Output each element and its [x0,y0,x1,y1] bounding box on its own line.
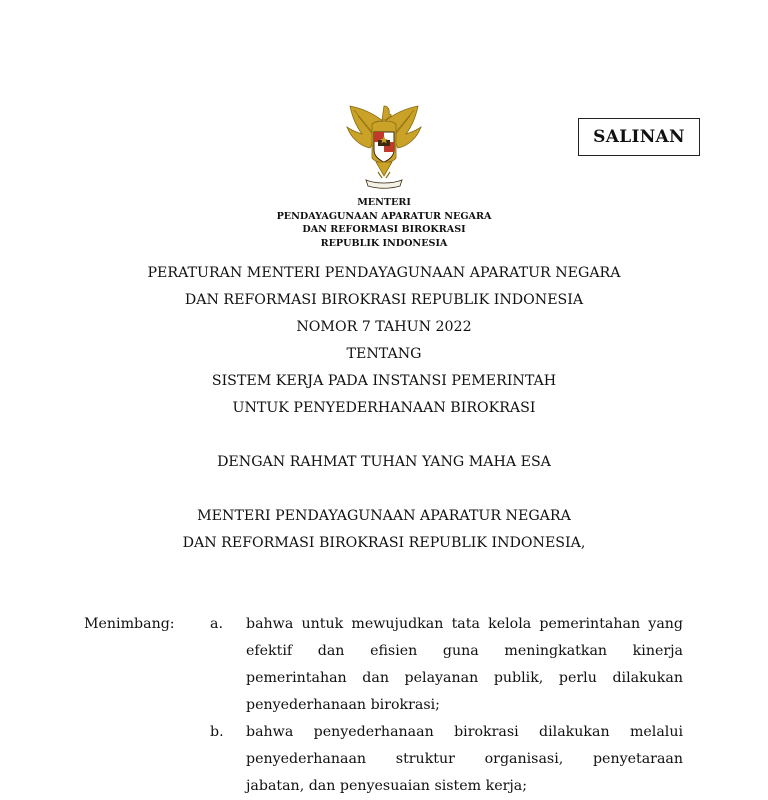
text-line: efektif dan efisien guna meningkatkan kinerja [246,643,683,659]
item-letter: a. [210,616,223,632]
title-line: DAN REFORMASI BIROKRASI REPUBLIK INDONESIA [184,292,584,308]
title-line: PERATURAN MENTERI PENDAYAGUNAAN APARATUR NEGARA [147,265,621,281]
ministry-line: REPUBLIK INDONESIA [320,237,448,249]
garuda-pancasila-emblem-icon [342,102,426,190]
rahmat-line: DENGAN RAHMAT TUHAN YANG MAHA ESA [217,454,551,470]
text-line: penyederhanaan birokrasi; [246,697,440,713]
regulation-number: NOMOR 7 TAHUN 2022 [296,319,472,335]
menteri-heading [84,503,684,557]
text-line: bahwa penyederhanaan birokrasi dilakukan melalui [246,724,683,740]
item-text [246,611,683,719]
consideration-item [206,611,684,719]
item-letter: b. [210,724,224,740]
tentang-label: TENTANG [346,346,422,362]
text-line: pemerintahan dan pelayanan publik, perlu dilakukan [246,670,683,686]
menimbang-label: Menimbang: [84,616,175,632]
menteri-line: DAN REFORMASI BIROKRASI REPUBLIK INDONESIA, [182,535,586,551]
item-text [246,719,683,800]
ministry-line: MENTERI [357,197,411,208]
subject-line: SISTEM KERJA PADA INSTANSI PEMERINTAH [211,373,557,389]
ministry-line: PENDAYAGUNAAN APARATUR NEGARA [276,210,492,222]
menteri-line: MENTERI PENDAYAGUNAAN APARATUR NEGARA [197,508,571,524]
text-line: penyederhanaan struktur organisasi, penyetaraan [246,751,683,767]
salinan-label: SALINAN [593,127,685,147]
text-line: bahwa untuk mewujudkan tata kelola pemerintahan yang [246,616,683,632]
ministry-line: DAN REFORMASI BIROKRASI [302,224,466,235]
salinan-stamp [578,118,700,156]
regulation-title [84,260,684,422]
ministry-header [200,196,568,250]
consideration-item [206,719,684,800]
text-line: jabatan, dan penyesuaian sistem kerja; [246,778,528,794]
menimbang-section [84,611,684,800]
subject-line: UNTUK PENYEDERHANAAN BIROKRASI [232,400,536,416]
